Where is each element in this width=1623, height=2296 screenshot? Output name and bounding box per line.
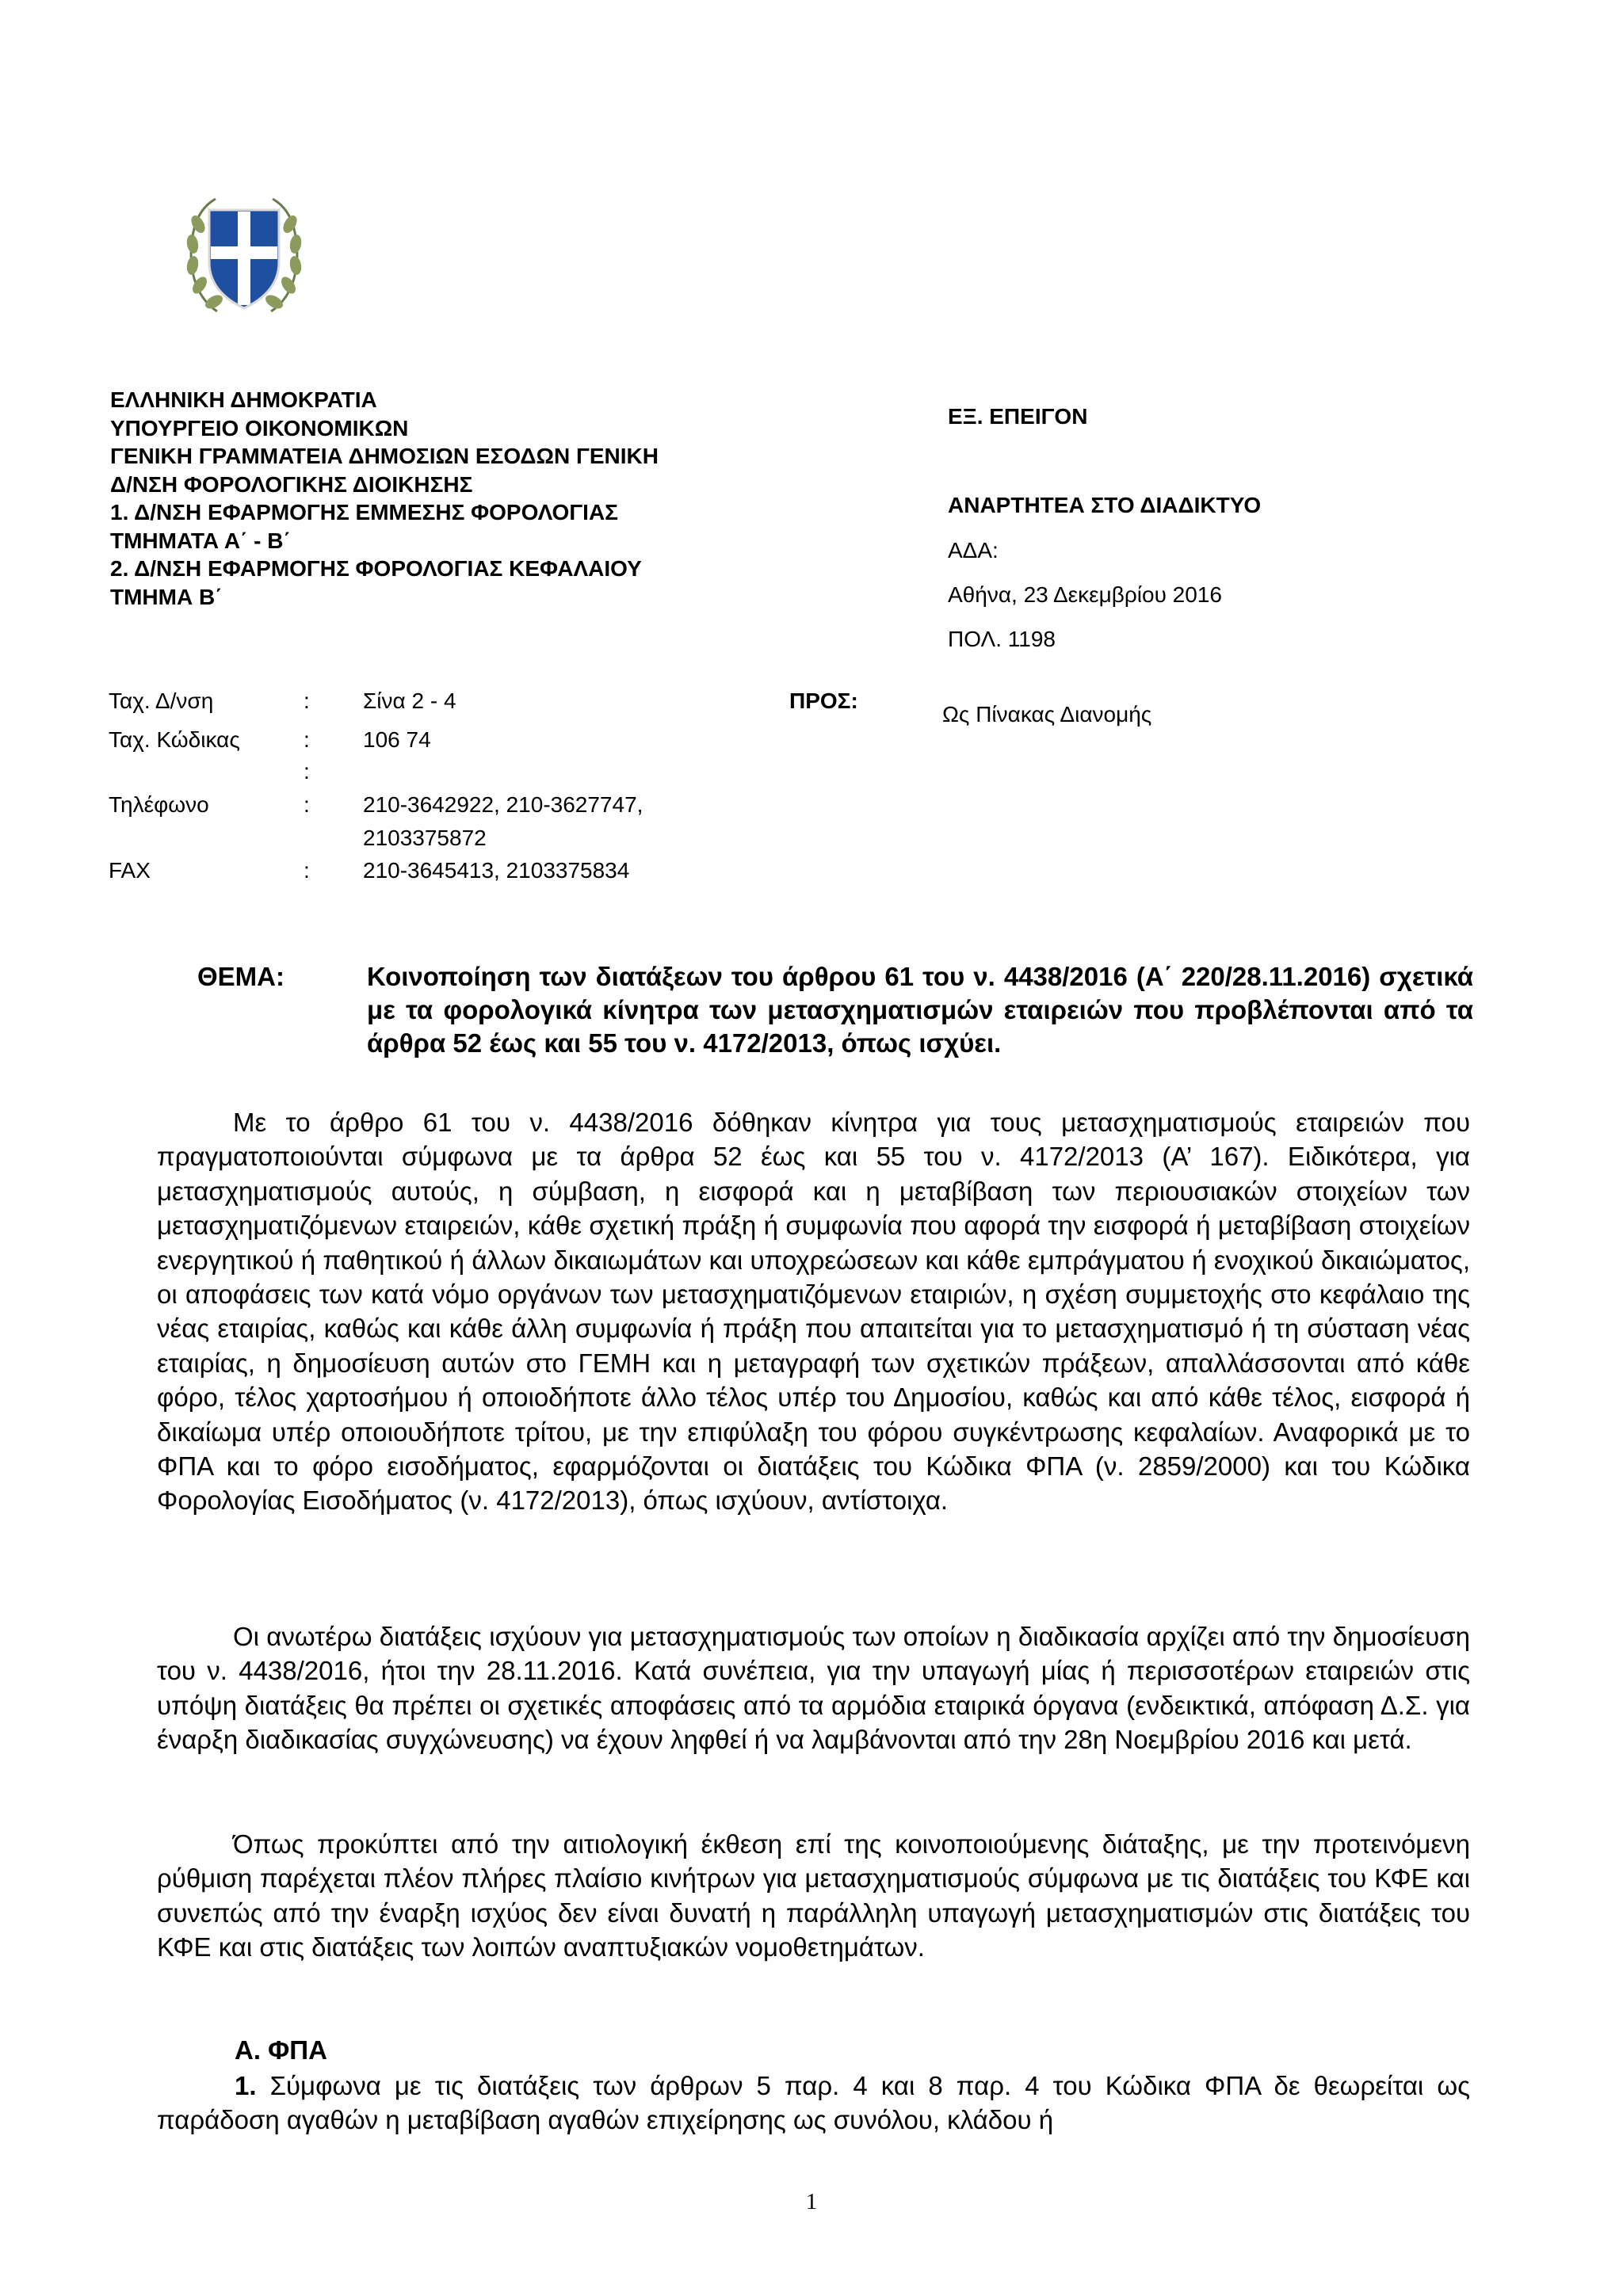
item-number: 1. [235,2071,257,2100]
issuer-line: ΥΠΟΥΡΓΕΙΟ ΟΙΚΟΝΟΜΙΚΩΝ [110,415,409,441]
issuer-header [110,386,744,611]
phone-label: Τηλέφωνο [109,792,209,817]
address-value: Σίνα 2 - 4 [363,688,456,713]
subject-label: ΘΕΜΑ: [197,962,285,991]
phone-value-cont: 2103375872 [363,826,487,850]
greek-coat-of-arms-emblem [185,193,303,318]
postal-label: Ταχ. Κώδικας [109,727,240,752]
recipient-label: ΠΡΟΣ: [789,688,858,713]
item-text: Σύμφωνα με τις διατάξεις των άρθρων 5 παρ. 4 και 8 παρ. 4 του Κώδικα ΦΠΑ δε θεωρείται ως παράδοση αγαθών η μεταβίβαση αγαθών επιχείρησης ως συνόλου, κλάδου ή [157,2071,1470,2135]
urgency-label: ΕΞ. ΕΠΕΙΓΟΝ [948,404,1088,429]
issuer-line: ΤΜΗΜΑ Β΄ [110,584,223,609]
colon: : [304,688,310,713]
colon: : [304,759,310,784]
document-date: Αθήνα, 23 Δεκεμβρίου 2016 [948,582,1222,607]
postal-value: 106 74 [363,727,431,752]
subject-text: Κοινοποίηση των διατάξεων του άρθρου 61 του ν. 4438/2016 (Α΄ 220/28.11.2016) σχετικά με τα φορολογικά κίνητρα των μετασχηματισμών εταιρειών που προβλέπονται από τα άρθρα 52 έως και 55 του ν. 4172/2013, όπως ισχύει. [367,962,1473,1058]
phone-value: 210-3642922, 210-3627747, [363,792,643,817]
fax-label: FAX [109,858,151,883]
recipient-value: Ως Πίνακας Διανομής [942,702,1152,727]
section-heading: Α. ΦΠΑ [235,2035,327,2065]
page-number: 1 [805,2189,818,2214]
pol-number: ΠΟΛ. 1198 [948,627,1056,651]
colon: : [304,727,310,752]
issuer-line: Δ/ΝΣΗ ΦΟΡΟΛΟΓΙΚΗΣ ΔΙΟΙΚΗΣΗΣ [110,471,473,497]
colon: : [304,792,310,817]
colon: : [304,858,310,883]
fax-value: 210-3645413, 2103375834 [363,858,630,883]
body-paragraph: Οι ανωτέρω διατάξεις ισχύουν για μετασχηματισμούς των οποίων η διαδικασία αρχίζει από την δημοσίευση του ν. 4438/2016, ήτοι την 28.11.2016. Κατά συνέπεια, για την υπαγωγή μίας ή περισσοτέρων εταιρειών στις υπόψη διατάξεις θα πρέπει οι σχετικές αποφάσεις από τα αρμόδια εταιρικά όργανα (ενδεικτικά, απόφαση Δ.Σ. για έναρξη διαδικασίας συγχώνευσης) να έχουν ληφθεί ή να λαμβάνονται από την 28η Νοεμβρίου 2016 και μετά. [157,1622,1470,1755]
publish-notice: ΑΝΑΡΤΗΤΕΑ ΣΤΟ ΔΙΑΔΙΚΤΥΟ [948,493,1262,517]
issuer-line: ΤΜΗΜΑΤΑ Α΄ - Β΄ [110,528,291,553]
issuer-line: 1. Δ/ΝΣΗ ΕΦΑΡΜΟΓΗΣ ΕΜΜΕΣΗΣ ΦΟΡΟΛΟΓΙΑΣ [110,500,618,524]
issuer-line: ΓΕΝΙΚΗ ΓΡΑΜΜΑΤΕΙΑ ΔΗΜΟΣΙΩΝ ΕΣΟΔΩΝ ΓΕΝΙΚΗ [110,444,659,468]
issuer-line: ΕΛΛΗΝΙΚΗ ΔΗΜΟΚΡΑΤΙΑ [110,387,377,412]
numbered-paragraph [157,2069,1470,2138]
body-paragraph: Όπως προκύπτει από την αιτιολογική έκθεση επί της κοινοποιούμενης διάταξης, με την προτεινόμενη ρύθμιση παρέχεται πλέον πλήρες πλαίσιο κινήτρων για μετασχηματισμούς σύμφωνα με τις διατάξεις του ΚΦΕ και συνεπώς από την έναρξη ισχύος δεν είναι δυνατή η παράλληλη υπαγωγή μετασχηματισμών στις διατάξεις του ΚΦΕ και στις διατάξεις των λοιπών αναπτυξιακών νομοθετημάτων. [157,1829,1470,1962]
body-paragraph: Με το άρθρο 61 του ν. 4438/2016 δόθηκαν κίνητρα για τους μετασχηματισμούς εταιρειών που πραγματοποιούνται σύμφωνα με τα άρθρα 52 έως και 55 του ν. 4172/2013 (Α’ 167). Ειδικότερα, για μετασχηματισμούς αυτούς, η σύμβαση, η εισφορά και η μεταβίβαση των περιουσιακών στοιχείων των μετασχηματιζόμενων εταιρειών, κάθε σχετική πράξη ή συμφωνία που αφορά την εισφορά ή μεταβίβαση στοιχείων ενεργητικού ή παθητικού ή άλλων δικαιωμάτων και υποχρεώσεων και κάθε εμπράγματου ή ενοχικού δικαιώματος, οι αποφάσεις των κατά νόμο οργάνων των μετασχηματιζόμενων εταιριών, η σχέση συμμετοχής στο κεφάλαιο της νέας εταιρίας, καθώς και κάθε άλλη συμφωνία ή πράξη που απαιτείται για το μετασχηματισμό ή τη σύσταση νέας εταιρίας, η δημοσίευση αυτών στο ΓΕΜΗ και η μεταγραφή των σχετικών πράξεων, απαλλάσσονται από κάθε φόρο, τέλος χαρτοσήμου ή οποιοδήποτε άλλο τέλος υπέρ του Δημοσίου, καθώς και από κάθε τέλος, εισφορά ή δικαίωμα υπέρ οποιουδήποτε τρίτου, με την επιφύλαξη του φόρου συγκέντρωσης κεφαλαίων. Αναφορικά με το ΦΠΑ και το φόρο εισοδήματος, εφαρμόζονται οι διατάξεις του Κώδικα ΦΠΑ (ν. 2859/2000) και του Κώδικα Φορολογίας Εισοδήματος (ν. 4172/2013), όπως ισχύουν, αντίστοιχα. [157,1108,1470,1516]
address-label: Ταχ. Δ/νση [109,688,214,713]
ada-label: ΑΔΑ: [948,538,999,563]
issuer-line: 2. Δ/ΝΣΗ ΕΦΑΡΜΟΓΗΣ ΦΟΡΟΛΟΓΙΑΣ ΚΕΦΑΛΑΙΟΥ [110,556,642,581]
